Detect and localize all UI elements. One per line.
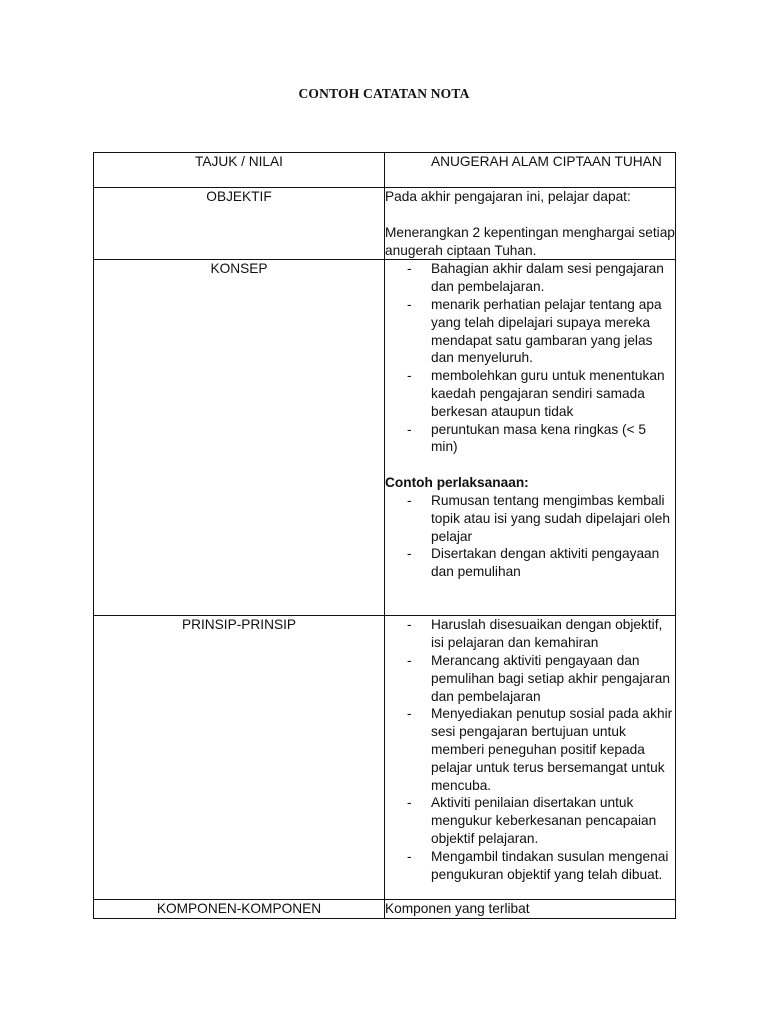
table-row-konsep <box>94 260 676 616</box>
list-item: - Mengambil tindakan susulan mengenai pengukuran objektif yang telah dibuat. <box>407 848 669 882</box>
list-item: - menarik perhatian pelajar tentang apa yang telah dipelajari supaya mereka mendapat satu gambaran yang jelas dan menyeluruh. <box>407 296 662 366</box>
list-item: - Bahagian akhir dalam sesi pengajaran dan pembelajaran. <box>407 261 664 295</box>
dash-bullet: - <box>407 795 412 811</box>
header-value: ANUGERAH ALAM CIPTAAN TUHAN <box>431 154 662 169</box>
header-value-cell <box>385 153 676 188</box>
list-item: - Aktiviti penilaian disertakan untuk mengukur keberkesanan pencapaian objektif pelajaran. <box>407 795 657 846</box>
list-item: - Rumusan tentang mengimbas kembali topik atau isi yang sudah dipelajari oleh pelajar <box>407 492 670 544</box>
list-item: - Merancang aktiviti pengayaan dan pemulihan bagi setiap akhir pengajaran dan pembelajaran <box>407 652 670 704</box>
konsep-list <box>385 260 675 456</box>
konsep-label: KONSEP <box>94 260 385 616</box>
document-title: CONTOH CATATAN NOTA <box>298 86 470 101</box>
table-row-objektif <box>94 188 676 260</box>
prinsip-cell <box>385 616 676 900</box>
dash-bullet: - <box>407 368 412 384</box>
example-list <box>385 492 675 581</box>
dash-bullet: - <box>407 652 412 668</box>
dash-bullet: - <box>407 546 412 562</box>
objektif-label: OBJEKTIF <box>94 188 385 260</box>
dash-bullet: - <box>407 421 412 437</box>
komponen-value: Komponen yang terlibat <box>385 900 676 919</box>
list-item: - Menyediakan penutup sosial pada akhir sesi pengajaran bertujuan untuk memberi peneguhan positif kepada pelajar untuk terus bersemangat untuk mencuba. <box>407 706 673 793</box>
list-item: - Haruslah disesuaikan dengan objektif, isi pelajaran dan kemahiran <box>407 617 663 651</box>
objektif-text: Menerangkan 2 kepentingan menghargai setiap anugerah ciptaan Tuhan. <box>385 224 675 258</box>
prinsip-list <box>385 616 675 883</box>
objektif-cell <box>385 188 676 260</box>
prinsip-label: PRINSIP-PRINSIP <box>94 616 385 900</box>
konsep-cell <box>385 260 676 616</box>
list-item: - Disertakan dengan aktiviti pengayaan dan pemulihan <box>407 546 660 580</box>
dash-bullet: - <box>407 492 412 508</box>
objektif-intro: Pada akhir pengajaran ini, pelajar dapat: <box>385 189 631 204</box>
komponen-label: KOMPONEN-KOMPONEN <box>94 900 385 919</box>
dash-bullet: - <box>407 848 412 864</box>
table-row-prinsip <box>94 616 676 900</box>
list-item: - peruntukan masa kena ringkas (< 5 min) <box>407 421 646 455</box>
notes-table <box>93 152 676 919</box>
dash-bullet: - <box>407 296 412 312</box>
dash-bullet: - <box>407 617 412 633</box>
header-label: TAJUK / NILAI <box>94 153 385 188</box>
list-item: - membolehkan guru untuk menentukan kaedah pengajaran sendiri samada berkesan ataupun tidak <box>407 368 665 419</box>
dash-bullet: - <box>407 706 412 722</box>
table-row-komponen <box>94 900 676 919</box>
example-heading: Contoh perlaksanaan: <box>385 475 529 491</box>
table-row-header <box>94 153 676 188</box>
dash-bullet: - <box>407 261 412 277</box>
